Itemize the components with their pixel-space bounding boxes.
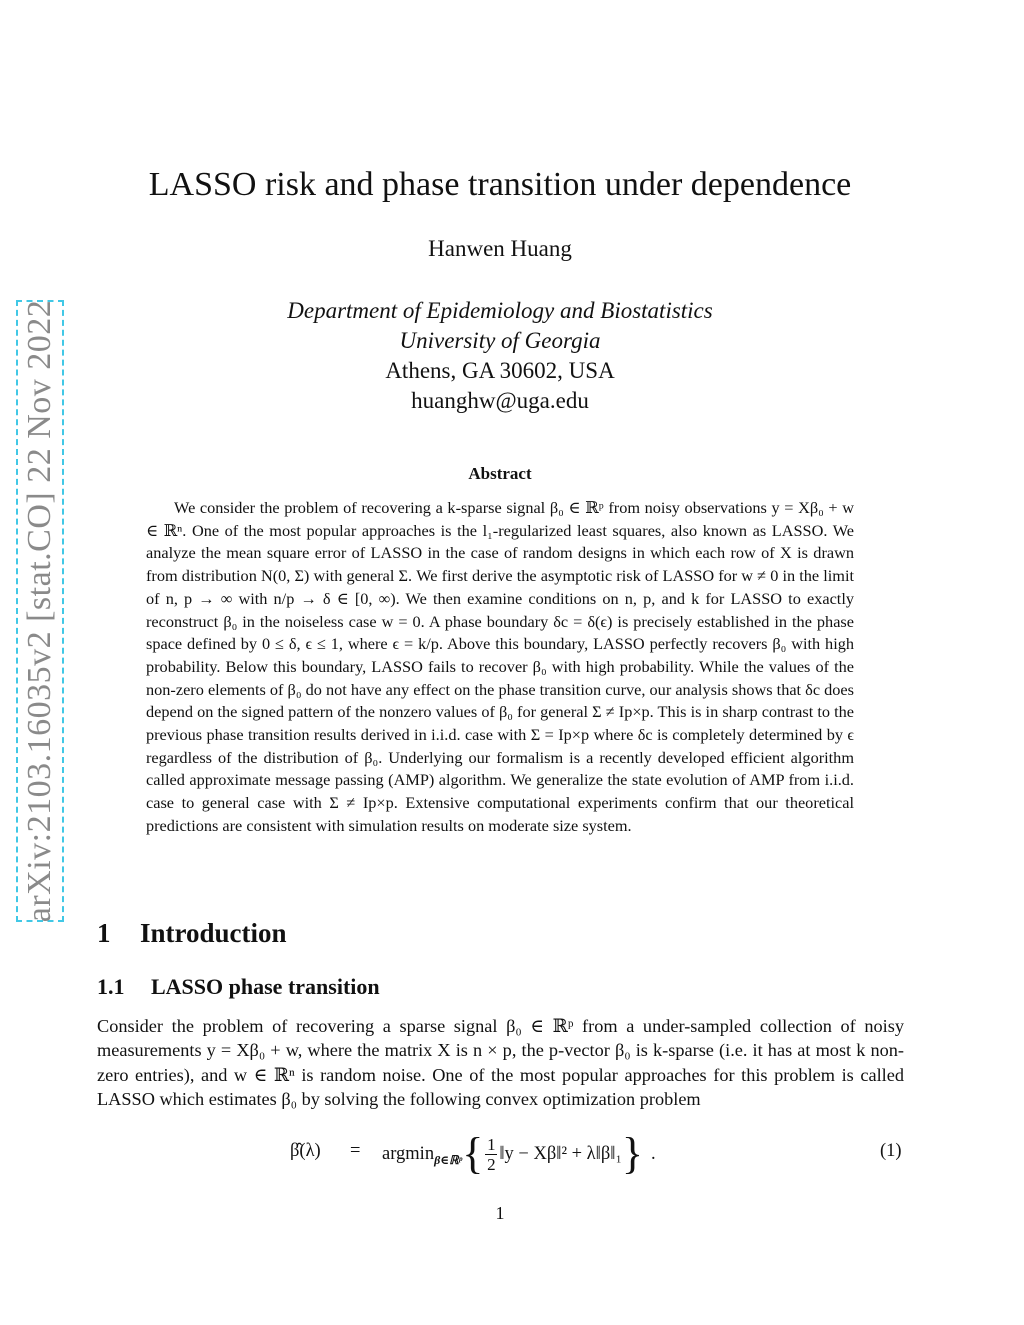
equation-body: ‖y − Xβ‖² + λ‖β‖₁ [499, 1143, 622, 1164]
left-brace: { [462, 1129, 484, 1178]
page-number: 1 [495, 1203, 505, 1223]
equation-operator: argmin [382, 1143, 435, 1164]
section-title: Introduction [140, 918, 287, 948]
right-brace: } [621, 1129, 644, 1178]
equation-rhs [382, 1126, 656, 1182]
author-email: huanghw@uga.edu [411, 388, 589, 413]
lasso-equation [290, 1126, 910, 1182]
subsection-title: LASSO phase transition [151, 974, 380, 999]
affiliation-department: Department of Epidemiology and Biostatistics [287, 298, 713, 323]
intro-paragraph: Consider the problem of recovering a sparse signal β₀ ∈ ℝᵖ from a under-sampled collection of noisy measurements y = Xβ₀ + w, where the matrix X is n × p, the p-vector β₀ is k-sparse (i.e. it has at most k non-zero entries), and w ∈ ℝⁿ is random noise. One of the most popular approaches for this problem is called LASSO which estimates β₀ by solving the following convex optimization problem [97, 1016, 904, 1109]
section-number: 1 [97, 918, 111, 948]
arxiv-identifier: arXiv:2103.16035v2 [stat.CO] 22 Nov 2022 [21, 299, 58, 923]
equation-number: (1) [880, 1141, 902, 1161]
paper-title: LASSO risk and phase transition under dependence [148, 166, 852, 203]
equation-lhs: β̂(λ) [290, 1141, 321, 1161]
abstract-text: We consider the problem of recovering a k-sparse signal β₀ ∈ ℝᵖ from noisy observations y = Xβ₀ + w ∈ ℝⁿ. One of the most popular approaches is the l₁-regularized least squares, also known as LASSO. We analyze the mean square error of LASSO in the case of random designs in which each row of X is drawn from distribution N(0, Σ) with general Σ. We first derive the asymptotic risk of LASSO for w ≠ 0 in the limit of n, p → ∞ with n/p → δ ∈ [0, ∞). We then examine conditions on n, p, and k for LASSO to exactly reconstruct β₀ in the noiseless case w = 0. A phase boundary δc = δ(ϵ) is precisely established in the phase space defined by 0 ≤ δ, ϵ ≤ 1, where ϵ = k/p. Above this boundary, LASSO perfectly recovers β₀ with high probability. Below this boundary, LASSO fails to recover β₀ with high probability. While the values of the non-zero elements of β₀ do not have any effect on the phase transition curve, our analysis shows that δc does depend on the signed pattern of the nonzero values of β₀ for general Σ ≠ Ip×p. This is in sharp contrast to the previous phase transition results derived in i.i.d. case with Σ = Ip×p where δc is completely determined by ϵ regardless of the distribution of β₀. Underlying our formalism is a recently developed efficient algorithm called approximate message passing (AMP) algorithm. We generalize the state evolution of AMP from i.i.d. case to general case with Σ ≠ Ip×p. Extensive computational experiments confirm that our theoretical predictions are consistent with simulation results on moderate size system. [146, 498, 854, 835]
equation-trailing: . [651, 1143, 656, 1164]
fraction-numerator: 1 [487, 1134, 496, 1154]
affiliation-university: University of Georgia [399, 328, 601, 353]
fraction-denominator: 2 [487, 1154, 496, 1174]
equation-fraction [485, 1135, 497, 1174]
subsection-heading [97, 974, 380, 1000]
affiliation-address: Athens, GA 30602, USA [385, 358, 615, 383]
section-heading [97, 918, 287, 949]
equation-operator-subscript: β∈ℝᵖ [434, 1152, 463, 1167]
author-name: Hanwen Huang [428, 236, 572, 261]
equation-relation: = [350, 1141, 361, 1161]
affiliation-block [0, 296, 1000, 416]
subsection-number: 1.1 [97, 974, 125, 999]
abstract-heading: Abstract [468, 464, 532, 483]
